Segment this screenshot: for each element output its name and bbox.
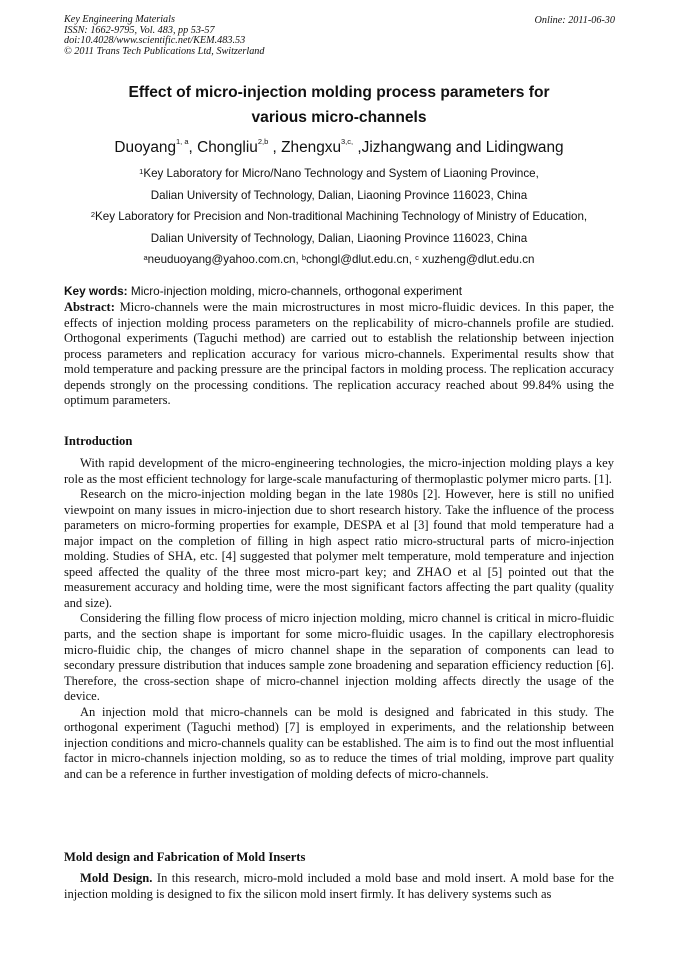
abstract	[64, 300, 614, 409]
affiliation: Dalian University of Technology, Dalian, Liaoning Province 116023, China	[150, 188, 528, 202]
affiliation: Key Laboratory for Precision and Non-traditional Machining Technology of Ministry of Education,	[95, 210, 588, 224]
mold-section	[64, 850, 614, 902]
keywords	[64, 284, 614, 298]
author-sup: 2,b	[257, 137, 269, 146]
authors	[0, 139, 678, 157]
author: Zhengxu	[281, 139, 342, 156]
author-sup: 3,c,	[341, 137, 354, 146]
keywords-label: Key words:	[64, 284, 128, 298]
aff-sup: 1	[139, 167, 144, 176]
issn: ISSN: 1662-9795, Vol. 483, pp 53-57	[64, 24, 215, 36]
author-sup: 1, a	[176, 137, 189, 146]
email-sup: b	[301, 253, 307, 263]
email: xuzheng@dlut.edu.cn	[418, 253, 535, 267]
online-date: Online: 2011-06-30	[534, 15, 615, 26]
section-heading: Mold design and Fabrication of Mold Inserts	[64, 850, 306, 864]
email: chongl@dlut.edu.cn,	[306, 253, 416, 267]
paper-title	[0, 80, 678, 130]
email-sup: c	[415, 253, 419, 263]
introduction-section	[64, 434, 614, 782]
emails	[0, 249, 678, 271]
author: Chongliu	[197, 139, 258, 156]
paragraph: Research on the micro-injection molding began in the late 1980s [2]. However, here is still no unified viewpoint on many issues in micro-injection due to short research history. Take the influence of the process parameters on micro-forming properties for example, DESPA et al [3] found that mold temperature had a major impact on the completion of filling in high aspect ratio micro-structural parts of micro-injection molding. Studies of SHA, etc. [4] suggested that polymer melt temperature, mold temperature and injection speed affected the quality of the three most micro-part key; and ZHAO et al [5] pointed out that the measurement accuracy and holding time, were the most significant factors affecting the part quality (quality and size).	[64, 487, 614, 610]
email-sup: a	[143, 253, 148, 263]
author-sep: ,Jizhangwang and Lidingwang	[353, 139, 564, 156]
affiliation: Dalian University of Technology, Dalian, Liaoning Province 116023, China	[150, 231, 528, 245]
title-line: Effect of micro-injection molding process parameters for	[128, 84, 550, 101]
subsection-label: Mold Design.	[80, 871, 153, 885]
affiliations	[0, 163, 678, 271]
journal-name: Key Engineering Materials	[64, 14, 175, 25]
keywords-text: Micro-injection molding, micro-channels, orthogonal experiment	[127, 284, 462, 298]
journal-header	[64, 15, 264, 57]
copyright: © 2011 Trans Tech Publications Ltd, Switzerland	[64, 45, 265, 57]
aff-sup: 2	[90, 210, 96, 220]
affiliation: Key Laboratory for Micro/Nano Technology and System of Liaoning Province,	[143, 167, 539, 180]
paragraph: An injection mold that micro-channels can be mold is designed and fabricated in this study. The orthogonal experiment (Taguchi method) [7] is employed in experiments, and the relationship between injection conditions and micro-channels quality can be established. The aim is to find out the most influential factor in micro-channels injection molding, so as to reduce the times of trial molding, improve part quality and can be a reference in further investigation of molding defects of micro-channels.	[64, 704, 614, 781]
abstract-text: Micro-channels were the main microstructures in most micro-fluidic devices. In this paper, the effects of injection molding process parameters on the replicability of micro-channels profile are studied. Orthogonal experiments (Taguchi method) are carried out to establish the relationship between injection process parameters and replication accuracy for various micro-channels. Experimental results show that mold temperature and packing pressure are the principal factors in molding process. The replication accuracy depends strongly on the processing conditions. The replication accuracy reached about 99.84% using the optimum parameters.	[64, 300, 614, 408]
email: neuduoyang@yahoo.com.cn,	[147, 253, 302, 267]
author-sep: ,	[188, 139, 198, 156]
author-sep: ,	[268, 139, 282, 156]
doi: doi:10.4028/www.scientific.net/KEM.483.53	[64, 35, 246, 47]
title-line: various micro-channels	[251, 109, 427, 126]
paragraph: With rapid development of the micro-engineering technologies, the micro-injection molding plays a key role as the most efficient technology for large-scale manufacturing of thermoplastic polymer micro parts. [1].	[64, 456, 614, 486]
author: Duoyang	[114, 139, 176, 156]
paragraph: Considering the filling flow process of micro injection molding, micro channel is critical in micro-fluidic parts, and the section shape is important for some micro-fluidic usages. In the capillary electrophoresis micro-fluidic chip, the changes of micro channel shape in the separation of components can lead to secondary pressure distribution that induces sample zone broadening and separation efficiency reduction [6]. Therefore, the cross-section shape of micro-channel injection molding affects directly the usage of the device.	[64, 611, 614, 704]
abstract-label: Abstract:	[64, 300, 115, 314]
paragraph: In this research, micro-mold included a mold base and mold insert. A mold base for the injection molding is designed to fix the silicon mold insert firmly. It has delivery systems such as	[64, 871, 614, 901]
section-heading: Introduction	[64, 434, 133, 448]
